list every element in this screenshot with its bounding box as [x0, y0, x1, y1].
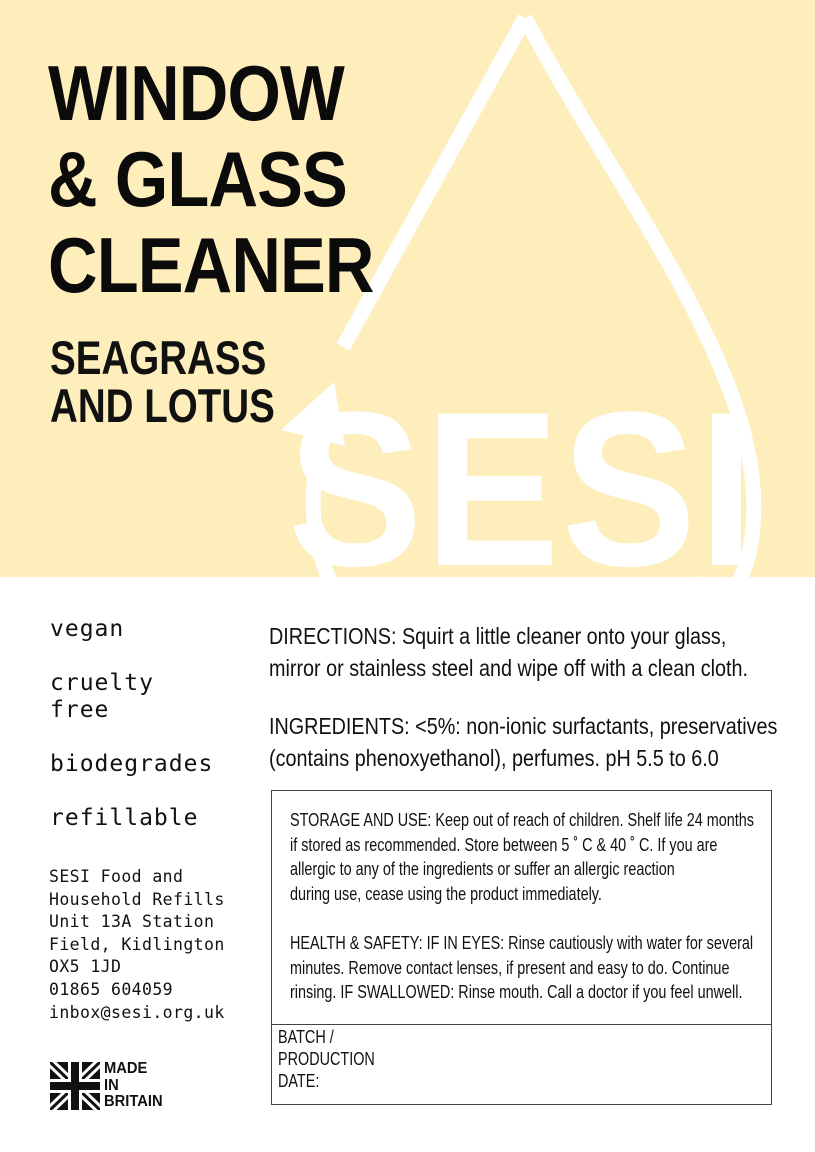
health-and-safety-text: HEALTH & SAFETY: IF IN EYES: Rinse cautiously with water for several minutes. Remove contact lenses, if present and easy to do. Continue rinsing. IF SWALLOWED: Rinse mouth. Call a doctor if you feel unwell.: [290, 933, 754, 1003]
product-title-line: WINDOW: [48, 49, 344, 137]
company-address: [49, 866, 225, 1024]
product-title: [48, 50, 418, 308]
made-in-britain-line: BRITAIN: [104, 1093, 163, 1110]
email-address: inbox@sesi.org.uk: [49, 1002, 225, 1022]
directions-text: DIRECTIONS: Squirt a little cleaner onto your glass, mirror or stainless steel and wipe off with a clean cloth.: [269, 623, 748, 681]
attribute-refillable: refillable: [50, 805, 199, 831]
ingredients-text: INGREDIENTS: <5%: non-ionic surfactants, preservatives (contains phenoxyethanol), perfumes. pH 5.5 to 6.0: [269, 713, 778, 771]
product-title-line: & GLASS: [48, 135, 347, 223]
address-line: OX5 1JD: [49, 957, 122, 977]
attribute-biodegrades: biodegrades: [50, 751, 214, 777]
brand-logo-text: SESI: [287, 366, 757, 612]
phone-number: 01865 604059: [49, 979, 174, 999]
union-jack-flag-icon: [50, 1062, 100, 1110]
made-in-britain-line: MADE: [104, 1060, 148, 1077]
scent-subtitle: [50, 331, 324, 432]
made-in-britain-badge: [50, 1061, 180, 1113]
box-divider: [272, 1024, 771, 1025]
product-title-line: CLEANER: [48, 221, 374, 309]
address-line: Household Refills: [49, 889, 225, 909]
address-line: Field, Kidlington: [49, 934, 225, 954]
address-line: SESI Food and: [49, 867, 184, 886]
attribute-cruelty-free: cruelty free: [50, 670, 154, 723]
scent-line: AND LOTUS: [50, 379, 275, 432]
made-in-britain-line: IN: [104, 1076, 119, 1094]
attribute-vegan: vegan: [50, 616, 125, 642]
address-line: Unit 13A Station: [49, 912, 215, 932]
scent-line: SEAGRASS: [50, 331, 267, 384]
storage-and-use-text: STORAGE AND USE: Keep out of reach of children. Shelf life 24 months if stored as recommended. Store between 5 ˚ C & 40 ˚ C. If you are allergic to any of the ingredients or suffer an allergic reaction during use, cease using the product immediately.: [290, 810, 754, 904]
batch-production-date-field: BATCH / PRODUCTION DATE:: [278, 1027, 375, 1091]
safety-info-box: [271, 790, 772, 1105]
